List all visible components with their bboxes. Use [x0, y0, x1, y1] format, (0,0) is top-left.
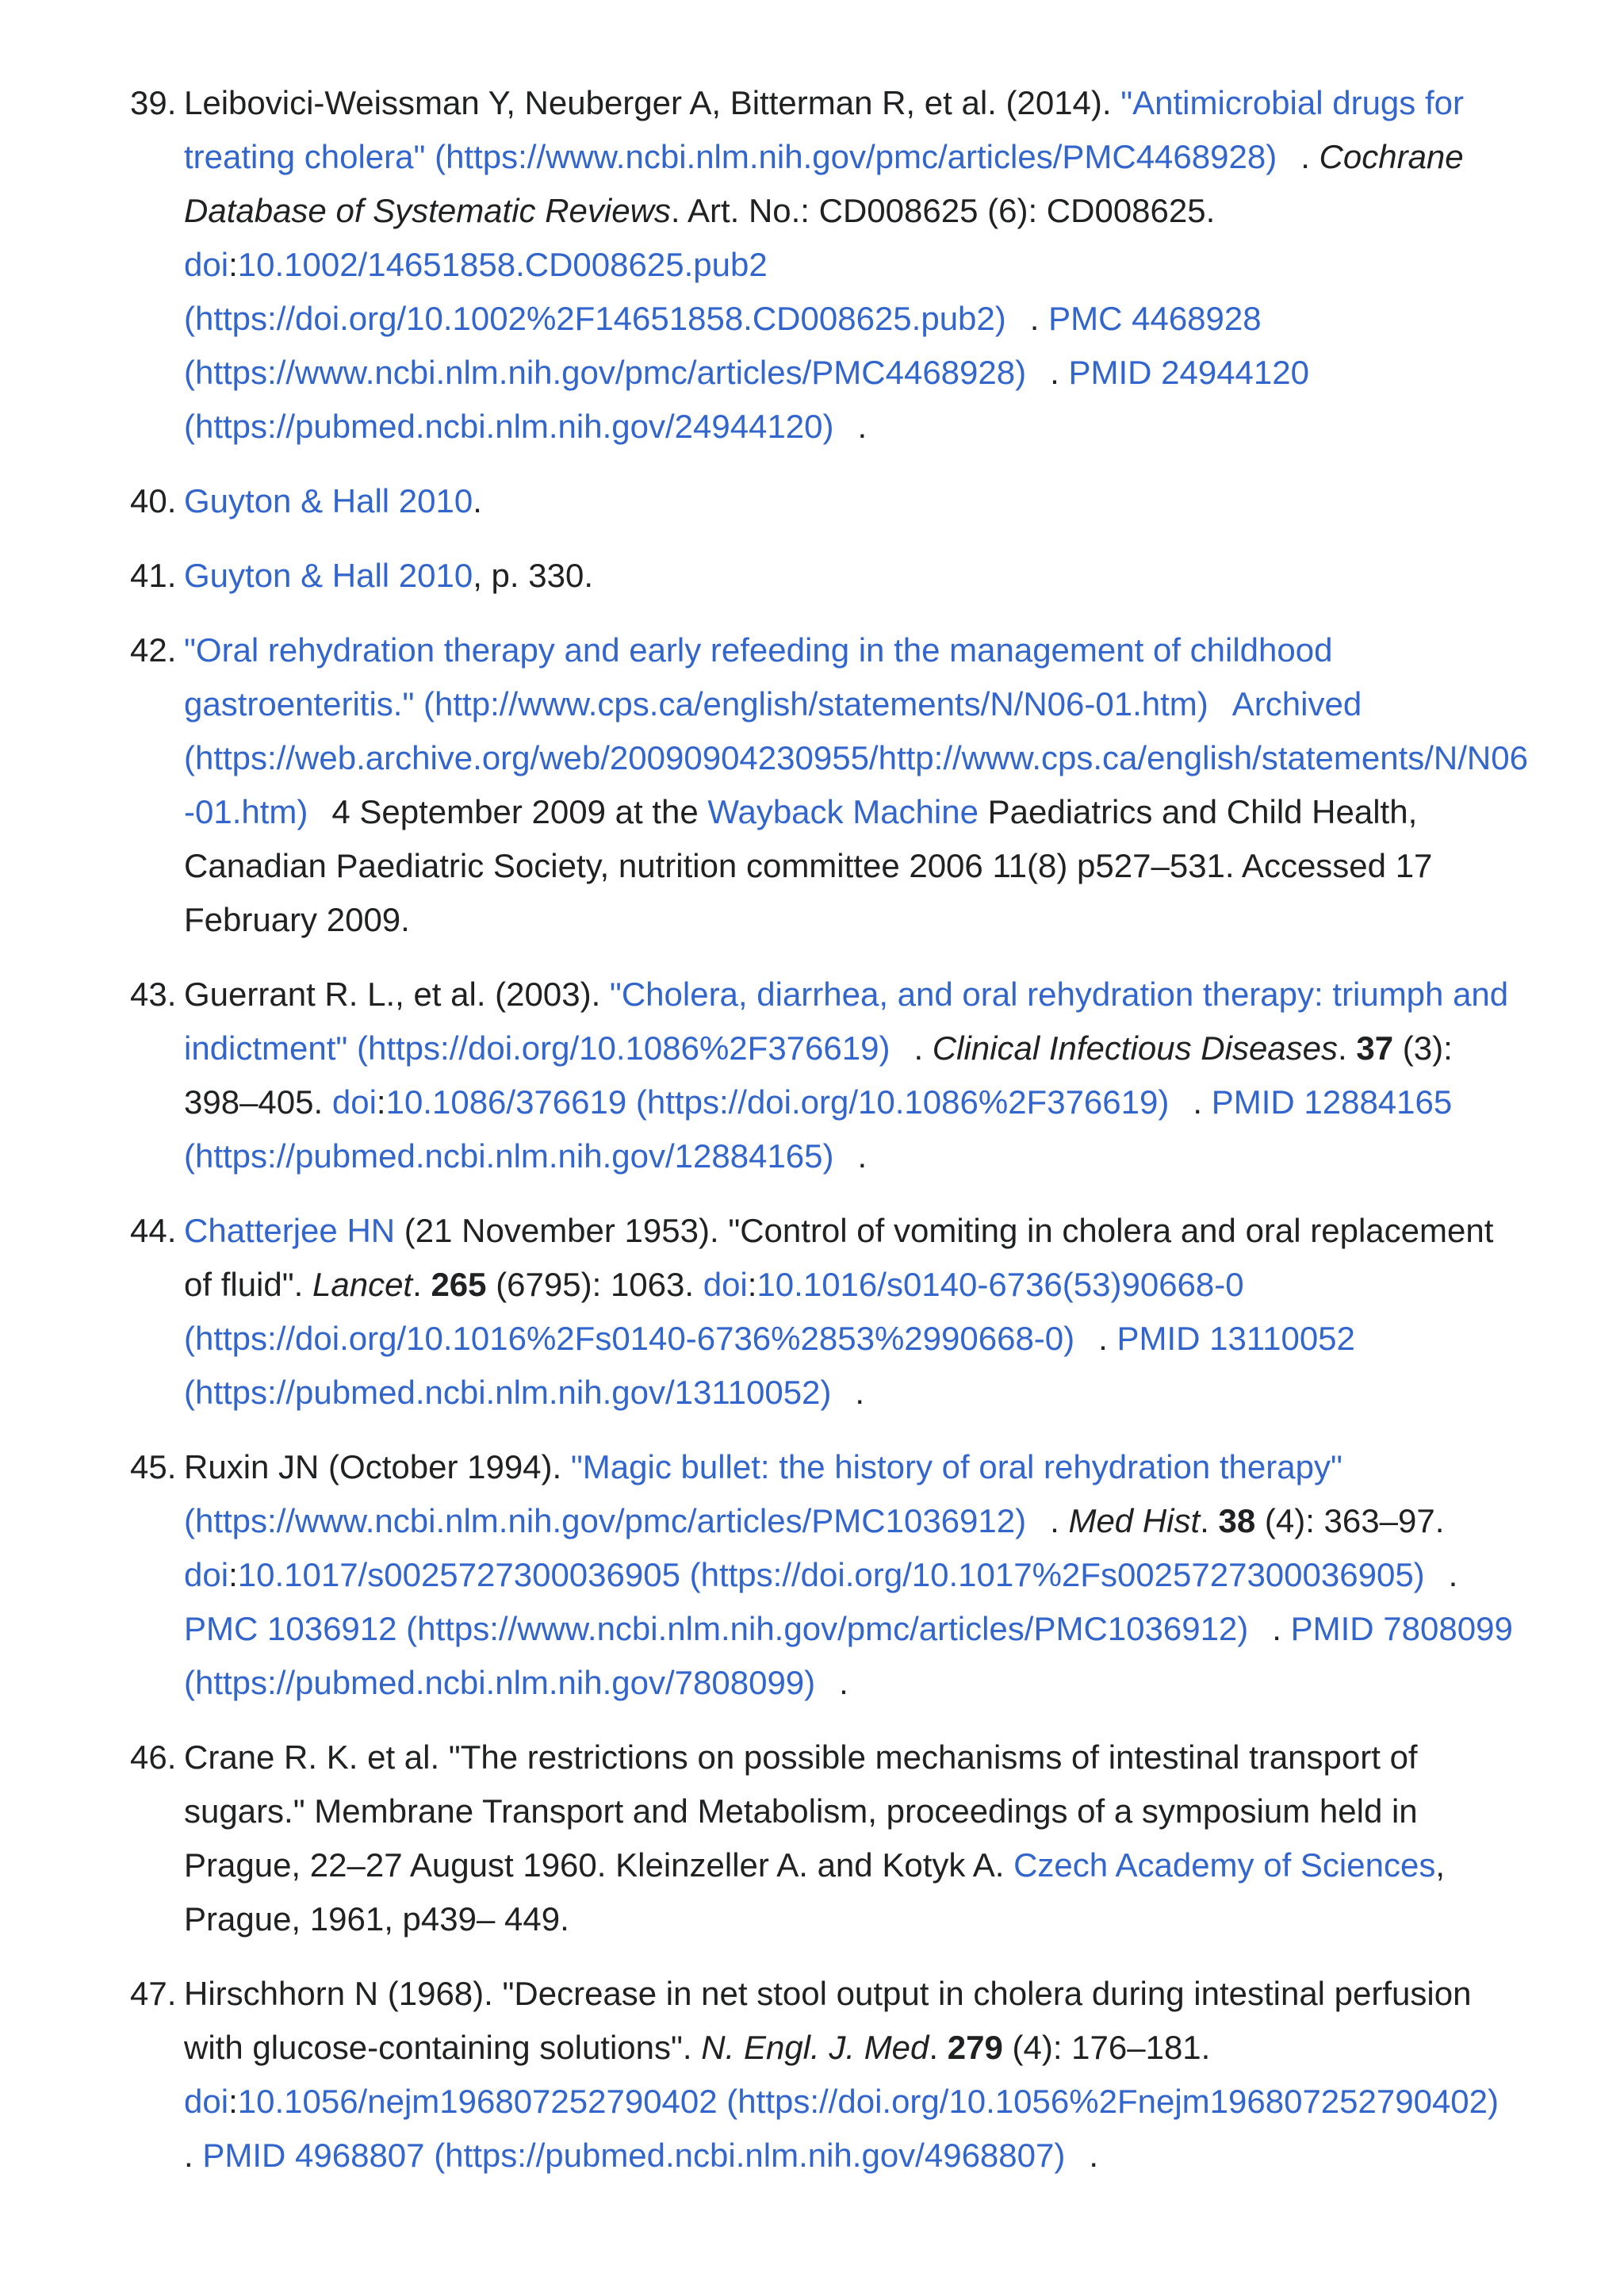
reference-link[interactable]: doi [184, 246, 229, 283]
reference-link[interactable]: PMC 1036912 (https://www.ncbi.nlm.nih.gov/pmc/articles/PMC1036912) [184, 1610, 1249, 1647]
reference-number: 40. [130, 482, 177, 519]
volume-number: 37 [1356, 1029, 1394, 1067]
reference-text: Hirschhorn N (1968). "Decrease in net stool output in cholera during intestinal perfusion with glucose-containing solutions". [184, 1975, 1472, 2066]
reference-text: (3): 398–405. [184, 1029, 1453, 1121]
reference-text: : [228, 2083, 238, 2120]
reference-item [0, 1731, 1624, 1946]
reference-text: (4): 363–97. [1255, 1502, 1445, 1539]
reference-link[interactable]: doi [331, 1083, 377, 1121]
reference-link[interactable]: "Antimicrobial drugs for treating cholera" (https://www.ncbi.nlm.nih.gov/pmc/articles/PMC4468928) [184, 84, 1464, 175]
journal-title: Lancet [312, 1266, 413, 1303]
reference-text: . [1272, 1610, 1291, 1647]
reference-link[interactable]: 10.1016/s0140-6736(53)90668-0 (https://doi.org/10.1016%2Fs0140-6736%2853%2990668-0) [184, 1266, 1244, 1357]
reference-number: 43. [130, 976, 177, 1013]
journal-title: N. Engl. J. Med [701, 2029, 929, 2066]
reference-text: : [376, 1083, 386, 1121]
reference-text: . [857, 1137, 868, 1175]
journal-title: Med Hist [1068, 1502, 1201, 1539]
reference-link[interactable]: doi [703, 1266, 748, 1303]
reference-text: Leibovici-Weissman Y, Neuberger A, Bitterman R, et al. (2014). [184, 84, 1121, 121]
reference-text: , Prague, 1961, p439– 449. [184, 1846, 1445, 1938]
reference-text: . [1448, 1556, 1458, 1593]
reference-text: : [228, 1556, 238, 1593]
reference-number: 45. [130, 1448, 177, 1485]
reference-text: . [1338, 1029, 1357, 1067]
reference-item [0, 76, 1624, 454]
reference-text: . [929, 2029, 948, 2066]
journal-title: Clinical Infectious Diseases [932, 1029, 1339, 1067]
reference-number: 42. [130, 631, 177, 669]
reference-item [0, 1204, 1624, 1420]
reference-number: 47. [130, 1975, 177, 2012]
reference-link[interactable]: PMID 13110052 (https://pubmed.ncbi.nlm.nih.gov/13110052) [184, 1320, 1355, 1411]
reference-item [0, 1440, 1624, 1710]
reference-link[interactable]: 10.1086/376619 (https://doi.org/10.1086%2F376619) [385, 1083, 1170, 1121]
reference-text: . [1193, 1083, 1212, 1121]
reference-text: 4 September 2009 at the [331, 793, 708, 830]
reference-text: . [1300, 138, 1320, 175]
reference-text: . [914, 1029, 933, 1067]
reference-link[interactable]: Guyton & Hall 2010 [184, 482, 473, 519]
reference-link[interactable]: "Magic bullet: the history of oral rehydration therapy" (https://www.ncbi.nlm.nih.gov/pmc/articles/PMC1036912) [184, 1448, 1342, 1539]
reference-text: : [747, 1266, 757, 1303]
reference-text: , p. 330. [473, 557, 593, 594]
reference-text: . [1050, 1502, 1069, 1539]
volume-number: 38 [1218, 1502, 1256, 1539]
reference-link[interactable]: PMC 4468928 (https://www.ncbi.nlm.nih.gov/pmc/articles/PMC4468928) [184, 300, 1262, 391]
volume-number: 279 [947, 2029, 1003, 2066]
reference-text: . [1050, 354, 1069, 391]
reference-text: Paediatrics and Child Health, Canadian Paediatric Society, nutrition committee 2006 11(8) p527–531. Accessed 17 February 2009. [184, 793, 1433, 938]
reference-text: (21 November 1953). "Control of vomiting in cholera and oral replacement of fluid". [184, 1212, 1494, 1303]
reference-text: . Art. No.: CD008625 (6): CD008625. [670, 192, 1216, 229]
reference-item [0, 549, 1624, 603]
reference-text: : [228, 246, 238, 283]
reference-number: 39. [130, 84, 177, 121]
reference-text: . [412, 1266, 431, 1303]
reference-link[interactable]: doi [184, 1556, 229, 1593]
reference-link[interactable]: Wayback Machine [707, 793, 979, 830]
reference-number: 41. [130, 557, 177, 594]
reference-number: 44. [130, 1212, 177, 1249]
journal-title: Cochrane Database of Systematic Reviews [184, 138, 1464, 229]
reference-link[interactable]: PMID 12884165 (https://pubmed.ncbi.nlm.nih.gov/12884165) [184, 1083, 1453, 1175]
reference-link[interactable]: PMID 24944120 (https://pubmed.ncbi.nlm.nih.gov/24944120) [184, 354, 1309, 445]
reference-link[interactable]: PMID 4968807 (https://pubmed.ncbi.nlm.nih.gov/4968807) [202, 2137, 1066, 2174]
volume-number: 265 [431, 1266, 487, 1303]
reference-item [0, 1967, 1624, 2183]
reference-link[interactable]: PMID 7808099 (https://pubmed.ncbi.nlm.nih.gov/7808099) [184, 1610, 1513, 1701]
reference-item [0, 968, 1624, 1183]
reference-text: (4): 176–181. [1002, 2029, 1211, 2066]
reference-text: . [1089, 2137, 1099, 2174]
reference-text: . [855, 1374, 865, 1411]
reference-link[interactable]: "Cholera, diarrhea, and oral rehydration therapy: triumph and indictment" (https://doi.org/10.1086%2F376619) [184, 976, 1509, 1067]
reference-text: . [1029, 300, 1049, 337]
reference-link[interactable]: 10.1017/s0025727300036905 (https://doi.org/10.1017%2Fs0025727300036905) [237, 1556, 1425, 1593]
reference-item [0, 474, 1624, 528]
reference-item [0, 623, 1624, 947]
reference-text: Crane R. K. et al. "The restrictions on possible mechanisms of intestinal transport of sugars." Membrane Transport and Metabolism, proceedings of a symposium held in Prague, 22–27 August 1960. Kleinzeller A. and Kotyk A. [184, 1738, 1418, 1884]
reference-link[interactable]: Guyton & Hall 2010 [184, 557, 473, 594]
reference-text: . [857, 408, 868, 445]
references-list [0, 76, 1624, 2203]
reference-link[interactable]: Archived (https://web.archive.org/web/20090904230955/http://www.cps.ca/english/statements/N/N06-01.htm) [184, 685, 1528, 830]
reference-text: . [839, 1664, 848, 1701]
reference-text: Ruxin JN (October 1994). [184, 1448, 571, 1485]
reference-text: . [1200, 1502, 1219, 1539]
reference-number: 46. [130, 1738, 177, 1776]
reference-link[interactable]: "Oral rehydration therapy and early refeeding in the management of childhood gastroenteritis." (http://www.cps.ca/english/statements/N/N06-01.htm) [184, 631, 1333, 723]
reference-link[interactable]: Czech Academy of Sciences [1013, 1846, 1436, 1884]
reference-link[interactable]: 10.1002/14651858.CD008625.pub2 (https://doi.org/10.1002%2F14651858.CD008625.pub2) [184, 246, 1006, 337]
reference-text: . [1098, 1320, 1117, 1357]
reference-link[interactable]: 10.1056/nejm196807252790402 (https://doi.org/10.1056%2Fnejm196807252790402) [237, 2083, 1500, 2120]
reference-link[interactable]: Chatterjee HN [184, 1212, 396, 1249]
reference-text: . [184, 2137, 203, 2174]
reference-text: Guerrant R. L., et al. (2003). [184, 976, 610, 1013]
reference-text: . [473, 482, 482, 519]
reference-link[interactable]: doi [184, 2083, 229, 2120]
reference-text: (6795): 1063. [486, 1266, 703, 1303]
